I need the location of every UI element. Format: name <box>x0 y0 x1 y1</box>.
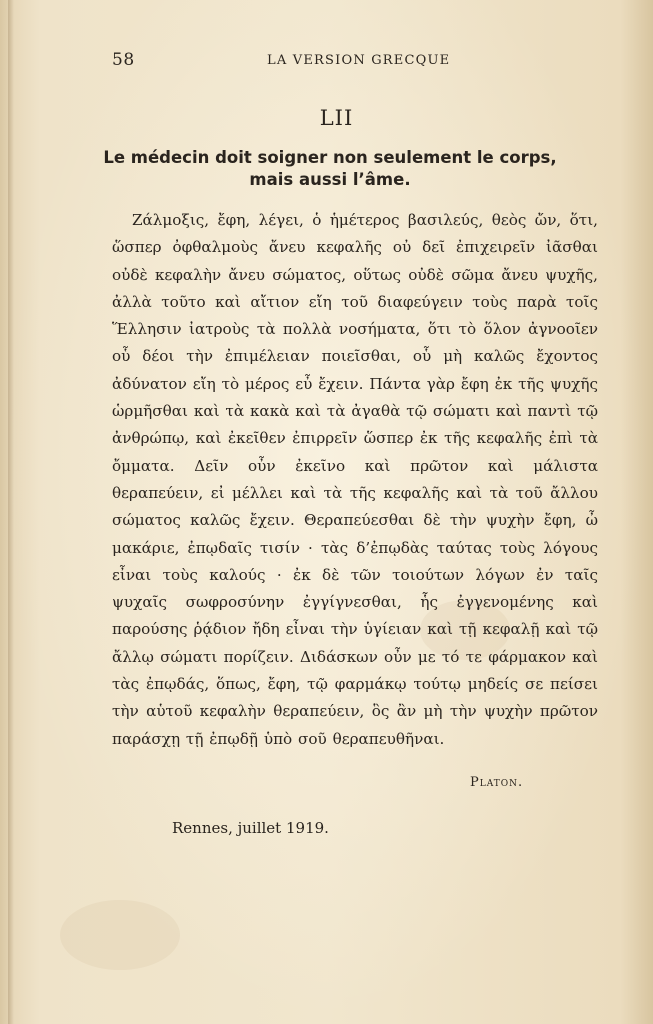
chapter-title-line-1: Le médecin doit soigner non seulement le corps, <box>103 148 557 167</box>
page-number: 58 <box>112 50 135 70</box>
paper-stain <box>60 900 180 970</box>
chapter-number: LII <box>319 106 354 130</box>
greek-passage: Ζάλμοξις, ἔφη, λέγει, ὁ ἡμέτερος βασιλεύς, θεὸς ὤν, ὅτι, ὥσπερ ὀφθαλμοὺς ἄνευ κεφαλῆς οὐ δεῖ ἐπιχειρεῖν ἰᾶσθαι οὐδὲ κεφαλὴν ἄνευ σώματος, οὕτως οὐδὲ σῶμα ἄνευ ψυχῆς, ἀλλὰ τοῦτο καὶ αἴτιον εἴη τοῦ διαφεύγειν τοὺς παρὰ τοῖς Ἕλλησιν ἰατροὺς τὰ πολλὰ νοσήματα, ὅτι τὸ ὅλον ἀγνοοῖεν οὗ δέοι τὴν ἐπιμέλειαν ποιεῖσθαι, οὗ μὴ καλῶς ἔχοντος ἀδύνατον εἴη τὸ μέρος εὖ ἔχειν. Πάντα γὰρ ἔφη ἐκ τῆς ψυχῆς ὡρμῆσθαι καὶ τὰ κακὰ καὶ τὰ ἀγαθὰ τῷ σώματι καὶ παντὶ τῷ ἀνθρώπῳ, καὶ ἐκεῖθεν ἐπιρρεῖν ὥσπερ ἐκ τῆς κεφαλῆς ἐπὶ τὰ ὄμματα. Δεῖν οὖν ἐκεῖνο καὶ πρῶτον καὶ μάλιστα θεραπεύειν, εἰ μέλλει καὶ τὰ τῆς κεφαλῆς καὶ τὰ τοῦ ἄλλου σώματος καλῶς ἔχειν. Θεραπεύεσθαι δὲ τὴν ψυχὴν ἔφη, ὦ μακάριε, ἐπῳδαῖς τισίν · τὰς δ’ἐπῳδὰς ταύτας τοὺς λόγους εἶναι τοὺς καλούς · ἐκ δὲ τῶν τοιούτων λόγων ἐν ταῖς ψυχαῖς σωφροσύνην ἐγγίγνεσθαι, ἧς ἐγγενομένης καὶ παρούσης ῥᾴδιον ἤδη εἶναι τὴν ὑγίειαν καὶ τῇ κεφαλῇ καὶ τῷ ἄλλῳ σώματι πορίζειν. Διδάσκων οὖν με τό τε φάρμακον καὶ τὰς ἐπῳδάς, ὅπως, ἔφη, τῷ φαρμάκῳ τούτῳ μηδείς σε πείσει τὴν αὑτοῦ κεφαλὴν θεραπεύειν, ὃς ἂν μὴ τὴν ψυχὴν πρῶτον παράσχῃ τῇ ἐπῳδῇ ὑπὸ σοῦ θεραπευθῆναι. <box>112 211 598 748</box>
author-signature: Platon. <box>470 775 524 790</box>
page-gutter-shadow <box>8 0 14 1024</box>
dateline: Rennes, juillet 1919. <box>172 819 329 837</box>
running-title: LA VERSION GRECQUE <box>267 53 451 68</box>
page-header <box>112 50 598 74</box>
chapter-title-line-2: mais aussi l’âme. <box>249 170 411 189</box>
chapter-title <box>90 147 570 191</box>
